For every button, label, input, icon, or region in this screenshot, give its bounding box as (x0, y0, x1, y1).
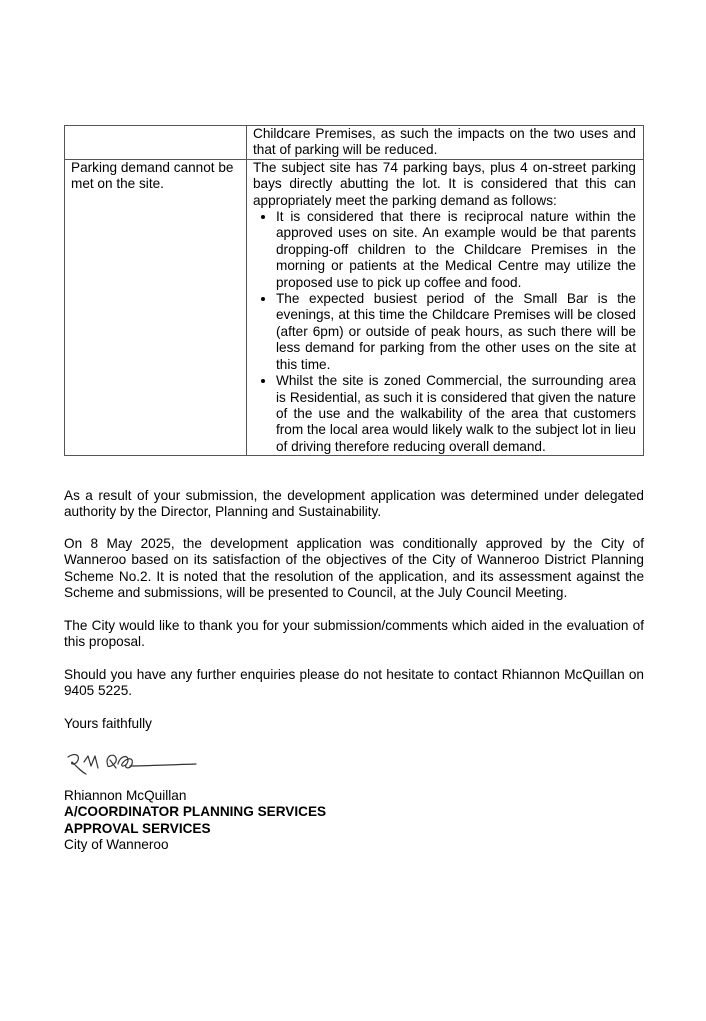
table-row (65, 126, 644, 160)
signatory-name: Rhiannon McQuillan (64, 788, 187, 803)
table-row (65, 159, 644, 455)
response-cell (247, 159, 644, 455)
approval-paragraph: On 8 May 2025, the development application was conditionally approved by the City of Wanneroo based on its satisfaction of the objectives of the City of Wanneroo District Planning Scheme No.2. It is noted that the resolution of the application, and its assessment against the Scheme and submissions, will be presented to Council, at the July Council Meeting. (64, 536, 644, 601)
signatory-organisation: City of Wanneroo (64, 837, 169, 853)
response-text: Childcare Premises, as such the impacts on the two uses and that of parking will be reduced. (253, 126, 636, 158)
issue-cell: Parking demand cannot be met on the site. (65, 159, 247, 455)
issue-cell (65, 126, 247, 160)
list-item: • It is considered that there is reciprocal nature within the approved uses on site. An example would be that parents dropping-off children to the Childcare Premises in the morning or patients at the Medical Centre may utilize the proposed use to pick up coffee and food. (276, 209, 636, 291)
handwritten-signature (64, 748, 204, 778)
signatory-title: A/COORDINATOR PLANNING SERVICES (64, 804, 327, 820)
submission-response-table (64, 125, 644, 456)
signature-block (64, 788, 326, 854)
list-item: • Whilst the site is zoned Commercial, the surrounding area is Residential, as such it is considered that given the nature of the use and the walkability of the area that customers from the local area would likely walk to the subject lot in lieu of driving therefore reducing overall demand. (276, 373, 636, 455)
enquiries-paragraph: Should you have any further enquiries please do not hesitate to contact Rhiannon McQuillan on 9405 5225. (64, 667, 644, 699)
signatory-department: APPROVAL SERVICES (64, 820, 211, 836)
determination-paragraph: As a result of your submission, the development application was determined under delegated authority by the Director, Planning and Sustainability. (64, 488, 644, 520)
list-item: • The expected busiest period of the Small Bar is the evenings, at this time the Childcare Premises will be closed (after 6pm) or outside of peak hours, as such there will be less demand for parking from the other uses on the site at this time. (276, 291, 636, 373)
response-bullet-list (253, 209, 636, 455)
closing-salutation: Yours faithfully (64, 716, 152, 731)
response-text: The subject site has 74 parking bays, plus 4 on-street parking bays directly abutting the lot. It is considered that this can appropriately meet the parking demand as follows: (253, 159, 636, 208)
thanks-paragraph: The City would like to thank you for your submission/comments which aided in the evaluation of this proposal. (64, 618, 644, 650)
response-cell (247, 126, 644, 160)
